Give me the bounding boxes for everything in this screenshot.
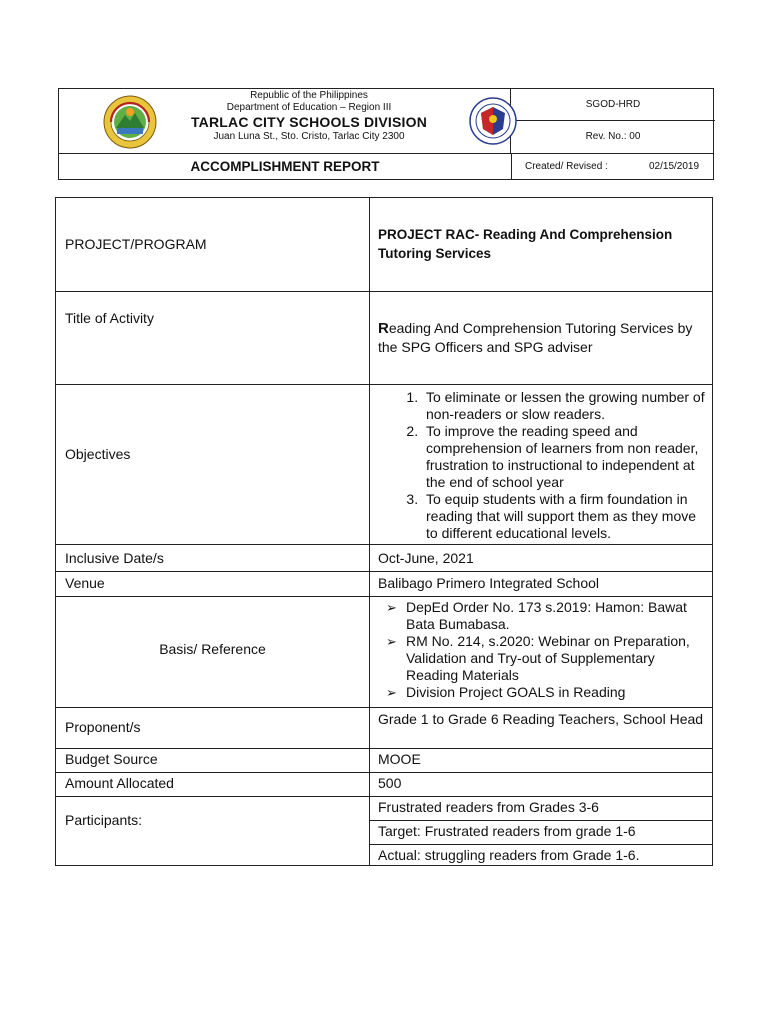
project-label: PROJECT/PROGRAM [65, 236, 207, 252]
list-item: ➢ DepEd Order No. 173 s.2019: Hamon: Bawat Bata Bumabasa. [406, 599, 708, 633]
accomplishment-table [55, 197, 713, 866]
proponent-value: Grade 1 to Grade 6 Reading Teachers, School Head [378, 711, 704, 727]
venue-value: Balibago Primero Integrated School [378, 575, 600, 591]
title-first-letter: R [378, 320, 389, 337]
deped-seal-icon [469, 97, 517, 145]
dates-value: Oct-June, 2021 [378, 550, 474, 566]
row-divider [369, 844, 712, 845]
row-divider [56, 544, 712, 545]
division-seal-icon [103, 95, 157, 149]
revision-number: Rev. No.: 00 [585, 131, 641, 142]
header-text-block [159, 89, 459, 143]
row-divider [56, 291, 712, 292]
basis-list [378, 599, 708, 701]
basis-label: Basis/ Reference [159, 641, 266, 657]
department-line: Department of Education – Region III [226, 102, 392, 113]
list-item: 3. To equip students with a firm foundation in reading that will support them as they move to different educational levels. [422, 491, 708, 542]
created-date: 02/15/2019 [649, 161, 700, 172]
row-divider [56, 384, 712, 385]
division-address: Juan Luna St., Sto. Cristo, Tarlac City 2300 [213, 131, 405, 142]
row-divider [56, 796, 712, 797]
list-item: 1. To eliminate or lessen the growing number of non-readers or slow readers. [422, 389, 708, 423]
row-divider [56, 772, 712, 773]
sgod-code: SGOD-HRD [585, 99, 641, 110]
participants-item: Target: Frustrated readers from grade 1-6 [378, 823, 636, 839]
row-divider [56, 707, 712, 708]
row-divider [56, 596, 712, 597]
row-divider [56, 748, 712, 749]
venue-label: Venue [65, 575, 105, 591]
title-label: Title of Activity [65, 310, 154, 326]
project-value: PROJECT RAC- Reading And Comprehension Tutoring Services [378, 227, 673, 261]
report-title: ACCOMPLISHMENT REPORT [190, 159, 380, 174]
objectives-label: Objectives [65, 446, 131, 462]
participants-item: Frustrated readers from Grades 3-6 [378, 799, 599, 815]
column-divider [369, 198, 370, 865]
list-item: ➢ Division Project GOALS in Reading [406, 684, 708, 701]
division-name: TARLAC CITY SCHOOLS DIVISION [190, 114, 428, 130]
document-header [58, 88, 714, 180]
participants-item: Actual: struggling readers from Grade 1-6. [378, 847, 640, 863]
budget-label: Budget Source [65, 751, 158, 767]
header-divider [511, 153, 512, 180]
list-item: 2. To improve the reading speed and comprehension of learners from non reader, frustration to instructional to independent at the end of school year [422, 423, 708, 491]
proponent-label: Proponent/s [65, 719, 141, 735]
title-text: eading And Comprehension Tutoring Services by the SPG Officers and SPG adviser [378, 320, 693, 355]
row-divider [56, 571, 712, 572]
title-value [378, 319, 708, 357]
amount-label: Amount Allocated [65, 775, 174, 791]
participants-label: Participants: [65, 812, 143, 828]
list-item: ➢ RM No. 214, s.2020: Webinar on Preparation, Validation and Try-out of Supplementary Reading Materials [406, 633, 708, 684]
amount-value: 500 [378, 775, 402, 791]
republic-line: Republic of the Philippines [250, 90, 368, 101]
objectives-list [378, 389, 708, 542]
row-divider [369, 820, 712, 821]
created-label: Created/ Revised : [525, 161, 608, 172]
budget-value: MOOE [378, 751, 421, 767]
dates-label: Inclusive Date/s [65, 550, 164, 566]
